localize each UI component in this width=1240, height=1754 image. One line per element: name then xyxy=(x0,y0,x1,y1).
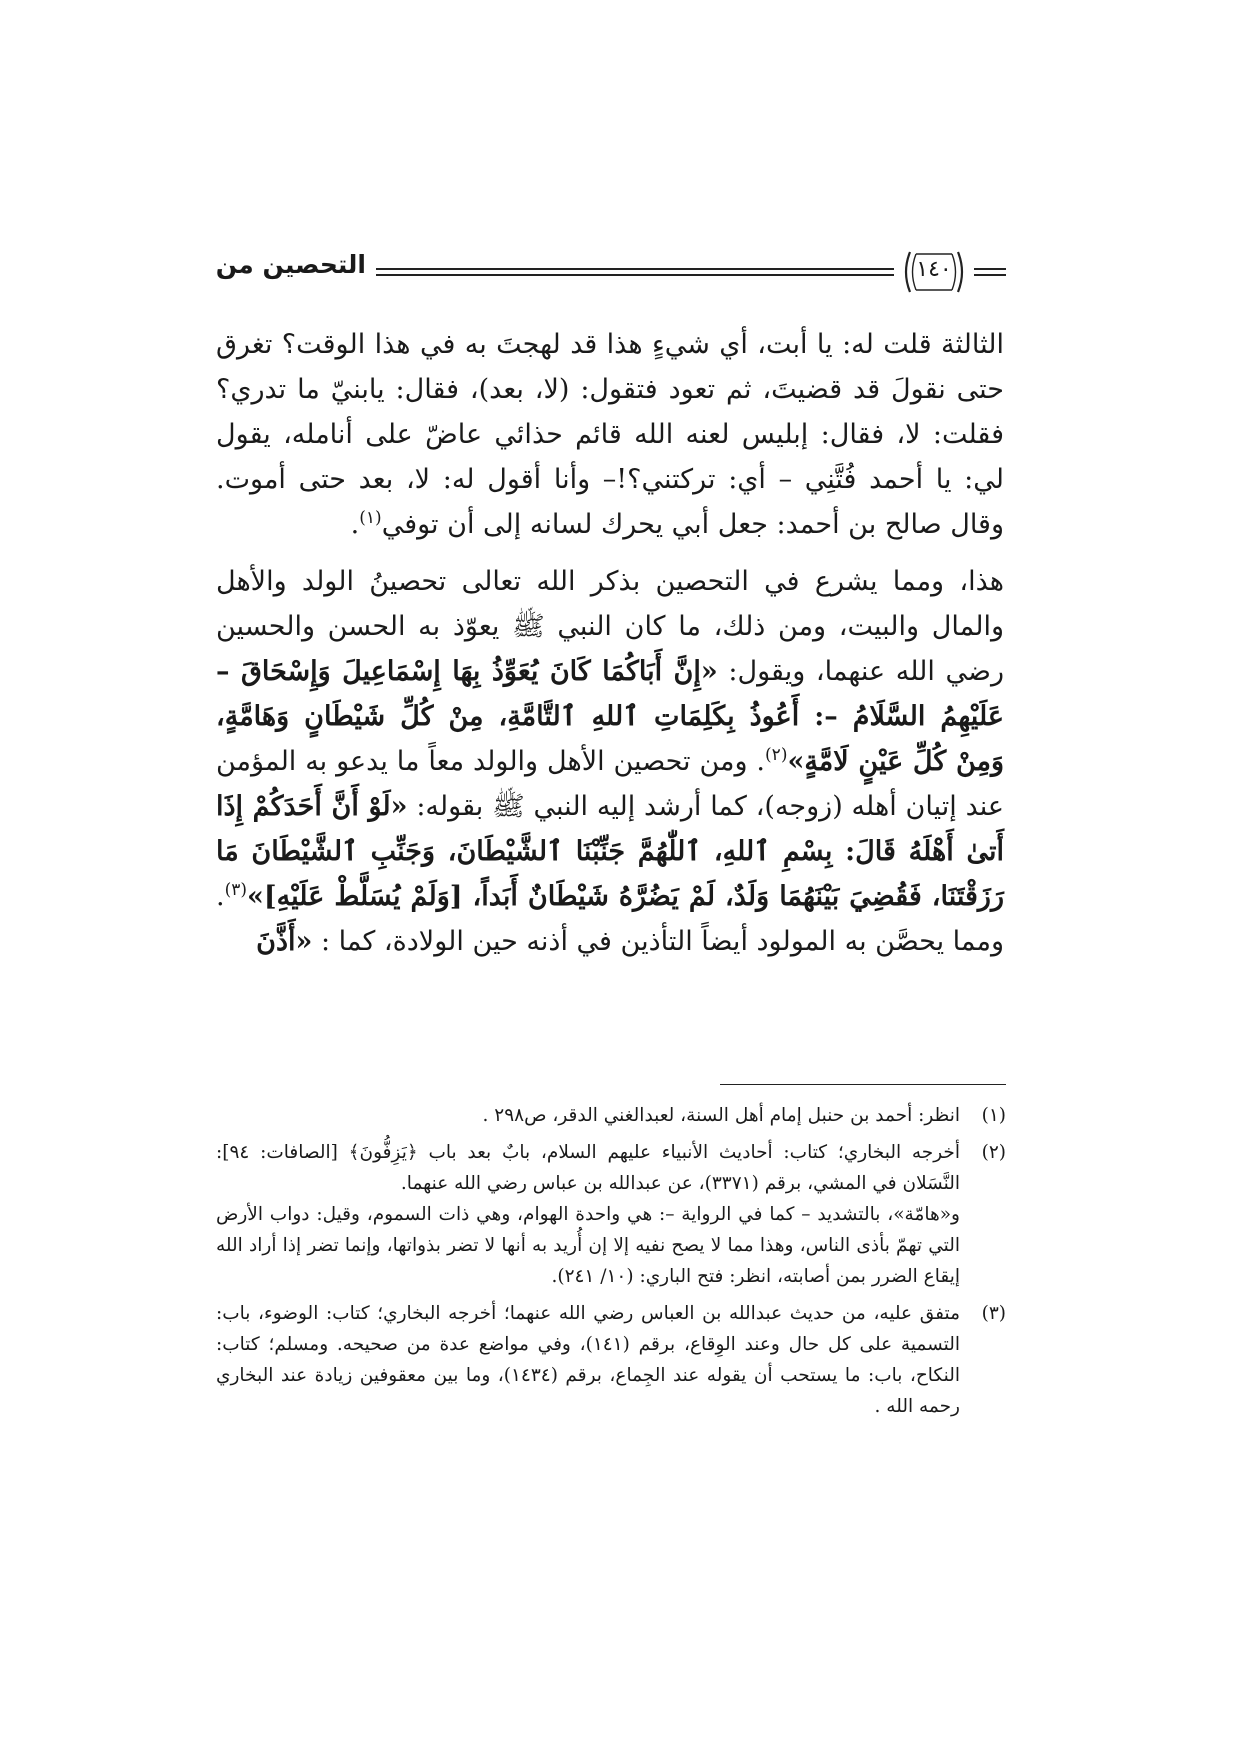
page-header xyxy=(215,246,1006,302)
paragraph-text: . ومما يحصَّن به المولود أيضاً التأذين في أذنه حين الولادة، كما : xyxy=(216,881,1004,957)
hadith-quote: «إِنَّ أَبَاكُمَا كَانَ يُعَوِّذُ بِهَا إِسْمَاعِيلَ وَإِسْحَاقَ – عَلَيْهِمُ السَّلَامُ –: أَعُوذُ بِكَلِمَاتِ ٱللهِ ٱلتَّامَّةِ، مِنْ كُلِّ شَيْطَانٍ وَهَامَّةٍ، وَمِنْ كُلِّ عَيْنٍ لَامَّةٍ» xyxy=(216,656,1005,777)
footnote-text: أخرجه البخاري؛ كتاب: أحاديث الأنبياء عليهم السلام، بابٌ بعد باب ﴿يَزِفُّونَ﴾ [الصافات: ٩٤]: النَّسَلان في المشي، برقم (٣٣٧١)، عن عبدالله بن عباس رضي الله عنهما. xyxy=(216,1142,960,1194)
page-number-frame xyxy=(900,248,968,296)
paragraph-text: . ومن تحصين الأهل والولد معاً ما يدعو به المؤمن عند إتيان أهله (زوجه)، كما أرشد إليه النبي ﷺ بقوله: xyxy=(216,746,1004,822)
footnote-ref[interactable]: (١) xyxy=(359,508,382,528)
header-rule xyxy=(376,268,894,270)
paragraph-text: الثالثة قلت له: يا أبت، أي شيءٍ هذا قد لهجتَ به في هذا الوقت؟ تغرق حتى نقولَ قد قضيتَ، ثم تعود فتقول: (لا، بعد)، فقال: يابنيّ ما تدري؟ فقلت: لا، فقال: إبليس لعنه الله قائم حذائي عاضّ على أنامله، يقول لي: يا أحمد فُتَّنِي – أي: تركتني؟!– وأنا أقول له: لا، بعد حتى أموت. وقال صالح بن أحمد: جعل أبي يحرك لسانه إلى أن توفي xyxy=(216,329,1004,540)
page-number: ١٤٠ xyxy=(916,257,952,282)
footnote-ref[interactable]: (٢) xyxy=(765,745,788,765)
footnote-text: انظر: أحمد بن حنبل إمام أهل السنة، لعبدالغني الدقر، ص٢٩٨ . xyxy=(482,1105,960,1126)
paragraph-tail: . xyxy=(350,509,360,540)
footnote-ref[interactable]: (٣) xyxy=(224,880,248,900)
header-rule xyxy=(974,268,1006,270)
paragraph xyxy=(216,559,1004,964)
footnote-number: (٢) xyxy=(981,1142,1006,1163)
running-title: التحصين من xyxy=(215,250,366,279)
footnote-text: و«هامّة»، بالتشديد – كما في الرواية –: هي واحدة الهوام، وهي ذات السموم، وقيل: دواب الأرض التي تهمّ بأذى الناس، وهذا مما لا يصح نفيه إلا إن أُريد به أنها لا تضر بذواتها، وإنما تضر إذا أراد الله إيقاع الضرر بمن أصابته، انظر: فتح الباري: (١٠/ ٢٤١). xyxy=(216,1204,960,1287)
footnote-number: (٣) xyxy=(981,1303,1006,1324)
footnote-separator xyxy=(720,1084,1006,1085)
footnote-number: (١) xyxy=(981,1105,1006,1126)
hadith-quote: «أَذَّنَ xyxy=(256,926,313,957)
paragraph xyxy=(216,322,1004,547)
footnote xyxy=(216,1100,1006,1131)
footnote xyxy=(216,1298,1006,1422)
footnotes xyxy=(216,1100,1006,1428)
footnote xyxy=(216,1137,1006,1292)
footnote-text: متفق عليه، من حديث عبدالله بن العباس رضي الله عنهما؛ أخرجه البخاري؛ كتاب: الوضوء، باب: التسمية على كل حال وعند الوِقاع، برقم (١٤١)، وفي مواضع عدة من صحيحه. ومسلم؛ كتاب: النكاح، باب: ما يستحب أن يقوله عند الجِماع، برقم (١٤٣٤)، وما بين معقوفين زيادة عند البخاري رحمه الله . xyxy=(216,1303,961,1417)
header-rule xyxy=(974,274,1006,276)
paragraph-text: هذا، ومما يشرع في التحصين بذكر الله تعالى تحصينُ الولد والأهل والمال والبيت، ومن ذلك، ما كان النبي ﷺ يعوّذ به الحسن والحسين رضي الله عنهما، ويقول: xyxy=(216,566,1004,687)
hadith-quote: «لَوْ أَنَّ أَحَدَكُمْ إِذَا أَتىٰ أَهْلَهُ قَالَ: بِسْمِ ٱللهِ، ٱللّٰهُمَّ جَنِّبْنَا ٱلشَّيْطَانَ، وَجَنِّبِ ٱلشَّيْطَانَ مَا رَزَقْتَنَا، فَقُضِيَ بَيْنَهُمَا وَلَدٌ، لَمْ يَضُرَّهُ شَيْطَانٌ أَبَداً، [وَلَمْ يُسَلَّطْ عَلَيْهِ]» xyxy=(216,791,1004,912)
main-text xyxy=(216,322,1004,976)
header-rule xyxy=(376,274,894,276)
